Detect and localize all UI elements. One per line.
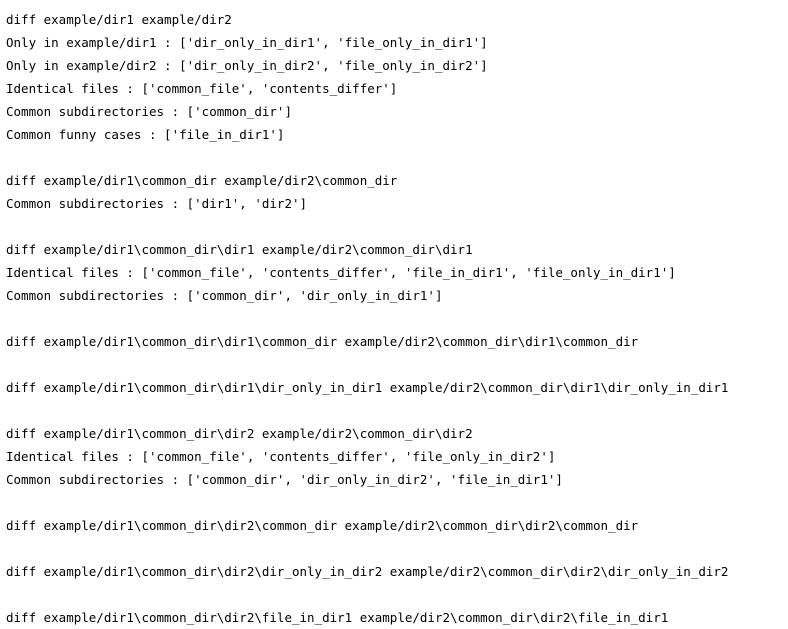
output-line: Identical files : ['common_file', 'contents_differ'] (6, 81, 398, 96)
output-line: diff example/dir1\common_dir\dir1\dir_only_in_dir1 example/dir2\common_dir\dir1\dir_only_in_dir1 (6, 380, 729, 395)
output-line: Common subdirectories : ['common_dir'] (6, 104, 292, 119)
output-line: Common subdirectories : ['common_dir', 'dir_only_in_dir1'] (6, 288, 443, 303)
output-blank-line (6, 353, 788, 376)
output-line: diff example/dir1\common_dir\dir1\common_dir example/dir2\common_dir\dir1\common_dir (6, 334, 639, 349)
output-line: Identical files : ['common_file', 'contents_differ', 'file_only_in_dir2'] (6, 449, 556, 464)
output-line: Common subdirectories : ['dir1', 'dir2'] (6, 196, 308, 211)
output-line: diff example/dir1\common_dir\dir2\dir_only_in_dir2 example/dir2\common_dir\dir2\dir_only_in_dir2 (6, 564, 729, 579)
output-blank-line (6, 399, 788, 422)
output-blank-line (6, 307, 788, 330)
output-line: diff example/dir1\common_dir\dir2 example/dir2\common_dir\dir2 (6, 426, 473, 441)
output-blank-line (6, 146, 788, 169)
output-blank-line (6, 215, 788, 238)
output-line: diff example/dir1\common_dir\dir2\file_in_dir1 example/dir2\common_dir\dir2\file_in_dir1 (6, 610, 669, 625)
output-line: diff example/dir1 example/dir2 (6, 12, 232, 27)
output-blank-line (6, 491, 788, 514)
output-line: diff example/dir1\common_dir\dir2\common_dir example/dir2\common_dir\dir2\common_dir (6, 518, 639, 533)
output-line: Common subdirectories : ['common_dir', 'dir_only_in_dir2', 'file_in_dir1'] (6, 472, 563, 487)
output-line: Only in example/dir1 : ['dir_only_in_dir1', 'file_only_in_dir1'] (6, 35, 488, 50)
output-line: diff example/dir1\common_dir\dir1 example/dir2\common_dir\dir1 (6, 242, 473, 257)
output-line: Identical files : ['common_file', 'contents_differ', 'file_in_dir1', 'file_only_in_dir1'] (6, 265, 676, 280)
output-line: Only in example/dir2 : ['dir_only_in_dir2', 'file_only_in_dir2'] (6, 58, 488, 73)
output-blank-line (6, 583, 788, 606)
output-blank-line (6, 537, 788, 560)
output-line: Common funny cases : ['file_in_dir1'] (6, 127, 285, 142)
output-line: diff example/dir1\common_dir example/dir2\common_dir (6, 173, 398, 188)
